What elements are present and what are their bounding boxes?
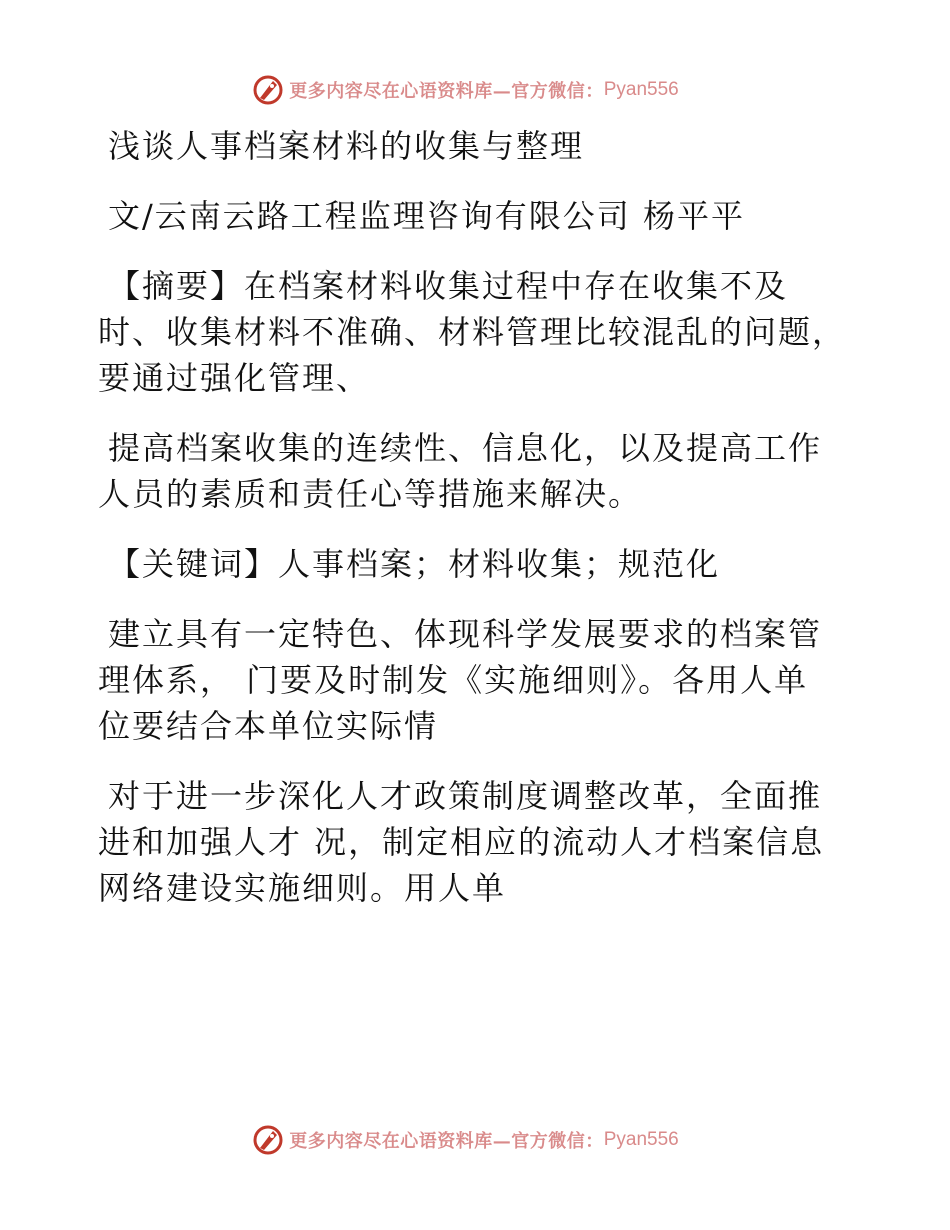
paragraph-line: 对于进一步深化人才政策制度调整改革，全面推 [108,777,823,815]
abstract-line: 【摘要】在档案材料收集过程中存在收集不及 [108,267,789,305]
body-paragraph-3 [98,773,843,911]
abstract-line: 要通过强化管理、 [98,359,371,397]
paragraph-line: 进和加强人才 况，制定相应的流动人才档案信息 [98,823,825,861]
footer-banner [0,1120,950,1160]
footer-banner-account: Pyan556 [603,1129,679,1150]
header-banner [0,70,950,110]
keywords-line: 【关键词】人事档案；材料收集；规范化 [108,545,721,583]
article-byline: 文/云南云路工程监理咨询有限公司 杨平平 [108,197,745,235]
paragraph-line: 人员的素质和责任心等措施来解决。 [98,475,643,513]
paragraph-line: 提高档案收集的连续性、信息化，以及提高工作 [108,429,823,467]
body-paragraph-1 [98,425,843,517]
paragraph-line: 网络建设实施细则。用人单 [98,869,507,907]
paragraph-line: 位要结合本单位实际情 [98,707,439,745]
pen-nib-logo-icon [251,73,285,107]
header-banner-slogan: 更多内容尽在心语资料库—官方微信： [289,81,604,102]
article [98,123,847,935]
paragraph-line: 理体系， 门要及时制发《实施细则》。各用人单 [98,661,809,699]
header-banner-account: Pyan556 [603,79,679,100]
paragraph-line: 建立具有一定特色、体现科学发展要求的档案管 [108,615,823,653]
abstract-line: 时、收集材料不准确、材料管理比较混乱的问题， [98,313,847,351]
footer-banner-slogan: 更多内容尽在心语资料库—官方微信： [289,1131,604,1152]
pen-nib-logo-icon [251,1123,285,1157]
body-paragraph-2 [98,611,843,749]
article-title: 浅谈人事档案材料的收集与整理 [108,127,585,165]
abstract-paragraph [98,263,847,401]
